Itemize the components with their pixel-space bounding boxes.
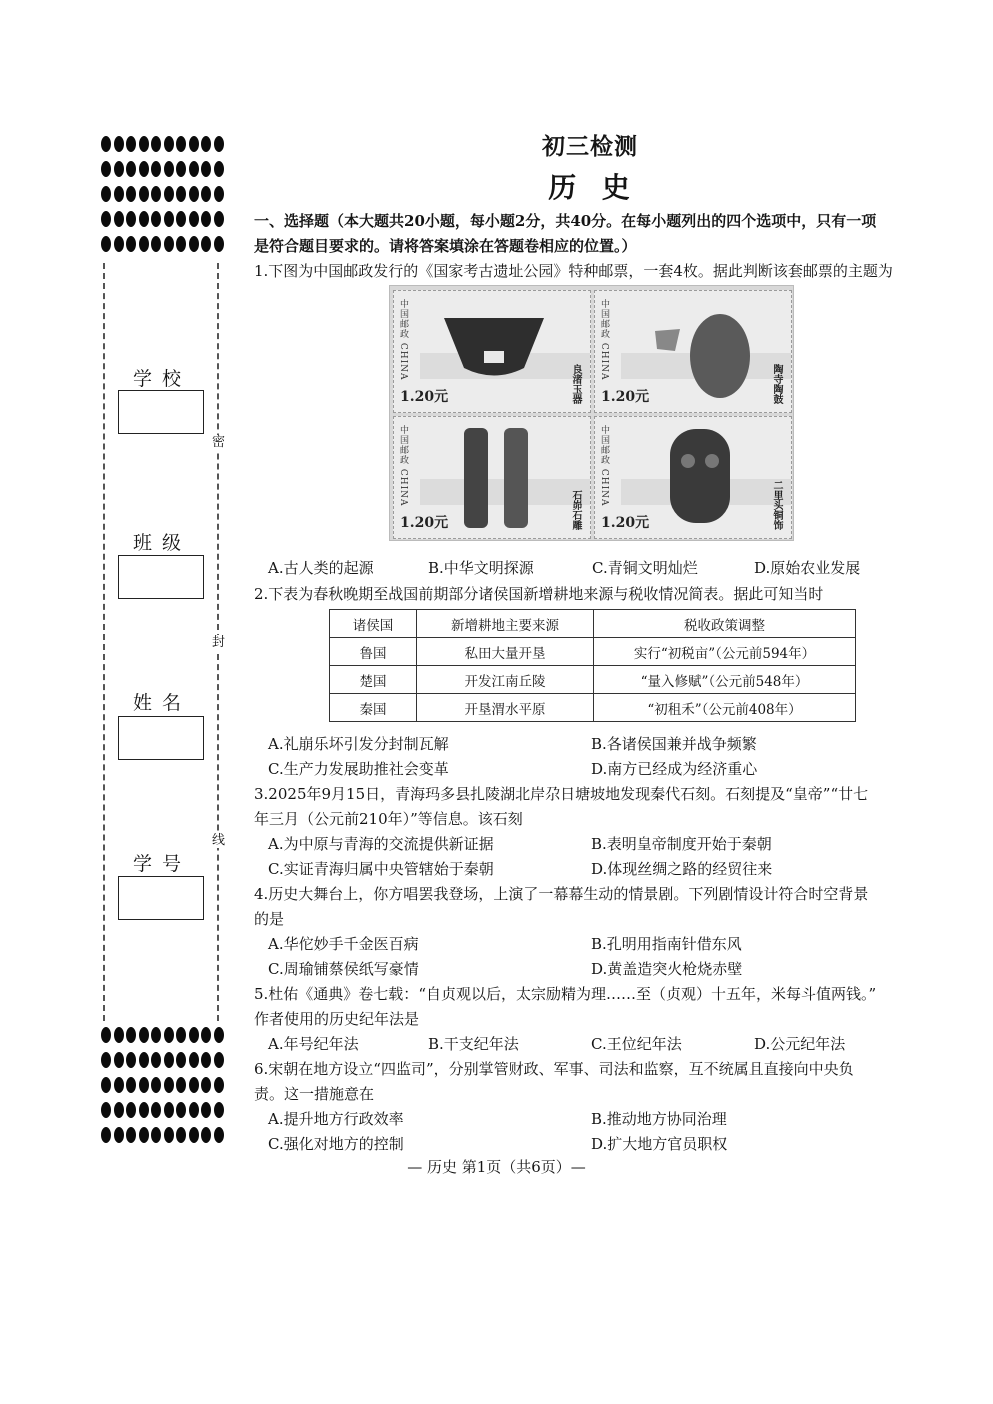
q4-stem-line2: 的是 [254, 910, 285, 928]
table-header-cell: 税收政策调整 [594, 610, 856, 638]
seal-char-feng: 封 [212, 635, 226, 650]
exam-title: 初三检测 [542, 133, 638, 160]
exam-subject: 历 史 [548, 171, 632, 204]
table-row [330, 694, 856, 722]
stamp-3 [393, 416, 591, 539]
q3-option-b[interactable]: B.表明皇帝制度开始于秦朝 [591, 835, 772, 853]
table-header-row [330, 610, 856, 638]
q4-option-a[interactable]: A.华佗妙手千金医百病 [268, 935, 419, 953]
stamp-set-image [389, 285, 794, 541]
stamp-1-caption: 良渚玉器 [570, 364, 581, 404]
stamp-3-brand: 中国邮政 CHINA [398, 425, 408, 507]
table-cell: 开垦渭水平原 [417, 694, 594, 722]
section-instruction-line1: 一、选择题（本大题共20小题，每小题2分，共40分。在每小题列出的四个选项中，只有一项 [254, 212, 877, 230]
section-instruction-line2: 是符合题目要求的。请将答案填涂在答题卷相应的位置。） [254, 237, 637, 255]
q5-stem-line1: 5.杜佑《通典》卷七载：“自贞观以后，太宗励精为理……至（贞观）十五年，米每斗值两钱。” [254, 985, 877, 1003]
jade-artifact-icon [439, 313, 549, 393]
stamp-2-caption: 陶寺陶鼓 [771, 364, 782, 404]
table-cell: “初租禾”（公元前408年） [594, 694, 856, 722]
stamp-4 [594, 416, 792, 539]
school-label: 学 校 [133, 368, 184, 390]
q1-stem: 1.下图为中国邮政发行的《国家考古遗址公园》特种邮票，一套4枚。据此判断该套邮票的主题为 [254, 262, 893, 280]
seal-char-xian: 线 [212, 833, 226, 848]
q2-table [329, 609, 856, 722]
stamp-3-caption: 石峁石雕 [570, 490, 581, 530]
q5-option-d[interactable]: D.公元纪年法 [754, 1035, 846, 1053]
q2-option-d[interactable]: D.南方已经成为经济重心 [591, 760, 758, 778]
q5-option-b[interactable]: B.干支纪年法 [428, 1035, 519, 1053]
q2-option-b[interactable]: B.各诸侯国兼并战争频繁 [591, 735, 757, 753]
name-label: 姓 名 [133, 692, 184, 714]
q5-option-c[interactable]: C.王位纪年法 [591, 1035, 682, 1053]
table-header-cell: 诸侯国 [330, 610, 417, 638]
q3-option-a[interactable]: A.为中原与青海的交流提供新证据 [268, 835, 494, 853]
table-cell: 私田大量开垦 [417, 638, 594, 666]
bottom-dot-pattern [101, 1027, 229, 1152]
q1-option-d[interactable]: D.原始农业发展 [754, 559, 861, 577]
q6-option-c[interactable]: C.强化对地方的控制 [268, 1135, 404, 1153]
q3-option-d[interactable]: D.体现丝绸之路的经贸往来 [591, 860, 773, 878]
q1-option-a[interactable]: A.古人类的起源 [268, 559, 374, 577]
q2-option-c[interactable]: C.生产力发展助推社会变革 [268, 760, 449, 778]
stone-carving-icon [449, 423, 549, 533]
student-id-input-box[interactable] [118, 876, 204, 920]
table-header-cell: 新增耕地主要来源 [417, 610, 594, 638]
q6-stem-line2: 责。这一措施意在 [254, 1085, 375, 1103]
q5-option-a[interactable]: A.年号纪年法 [268, 1035, 359, 1053]
table-row [330, 638, 856, 666]
table-cell: “量入修赋”（公元前548年） [594, 666, 856, 694]
q4-stem-line1: 4.历史大舞台上，你方唱罢我登场，上演了一幕幕生动的情景剧。下列剧情设计符合时空背景 [254, 885, 869, 903]
q5-stem-line2: 作者使用的历史纪年法是 [254, 1010, 420, 1028]
q4-option-b[interactable]: B.孔明用指南针借东风 [591, 935, 742, 953]
q2-option-a[interactable]: A.礼崩乐坏引发分封制瓦解 [268, 735, 449, 753]
stamp-1-brand: 中国邮政 CHINA [398, 299, 408, 381]
bronze-ornament-icon [650, 421, 750, 531]
stamp-1-price: 1.20元 [400, 389, 449, 405]
q4-option-d[interactable]: D.黄盖造突火枪烧赤壁 [591, 960, 743, 978]
q4-option-c[interactable]: C.周瑜铺蔡侯纸写豪情 [268, 960, 419, 978]
stamp-4-price: 1.20元 [601, 515, 650, 531]
class-input-box[interactable] [118, 555, 204, 599]
table-cell: 实行“初税亩”（公元前594年） [594, 638, 856, 666]
stamp-2-price: 1.20元 [601, 389, 650, 405]
stamp-4-brand: 中国邮政 CHINA [599, 425, 609, 507]
pottery-drum-icon [635, 301, 755, 401]
name-input-box[interactable] [118, 716, 204, 760]
stamp-3-price: 1.20元 [400, 515, 449, 531]
q6-option-b[interactable]: B.推动地方协同治理 [591, 1110, 727, 1128]
stamp-1 [393, 290, 591, 413]
stamp-2 [594, 290, 792, 413]
table-cell: 开发江南丘陵 [417, 666, 594, 694]
stamp-2-brand: 中国邮政 CHINA [599, 299, 609, 381]
q6-option-a[interactable]: A.提升地方行政效率 [268, 1110, 404, 1128]
class-label: 班 级 [133, 532, 184, 554]
q3-stem-line2: 年三月（公元前210年）”等信息。该石刻 [254, 810, 523, 828]
table-cell: 楚国 [330, 666, 417, 694]
q2-stem: 2.下表为春秋晚期至战国前期部分诸侯国新增耕地来源与税收情况简表。据此可知当时 [254, 585, 824, 603]
student-id-label: 学 号 [133, 853, 184, 875]
q3-option-c[interactable]: C.实证青海归属中央管辖始于秦朝 [268, 860, 494, 878]
table-row [330, 666, 856, 694]
table-cell: 秦国 [330, 694, 417, 722]
q6-option-d[interactable]: D.扩大地方官员职权 [591, 1135, 728, 1153]
seal-char-mi: 密 [212, 435, 226, 450]
q1-option-c[interactable]: C.青铜文明灿烂 [592, 559, 698, 577]
q1-option-b[interactable]: B.中华文明探源 [428, 559, 534, 577]
table-cell: 鲁国 [330, 638, 417, 666]
q6-stem-line1: 6.宋朝在地方设立“四监司”，分别掌管财政、军事、司法和监察，互不统属且直接向中央负 [254, 1060, 854, 1078]
school-input-box[interactable] [118, 390, 204, 434]
page-footer: — 历史 第1页（共6页）— [407, 1158, 586, 1176]
q3-stem-line1: 3.2025年9月15日，青海玛多县扎陵湖北岸尕日塘坡地发现秦代石刻。石刻提及“皇帝”“廿七 [254, 785, 869, 803]
stamp-4-caption: 二里头铜饰 [771, 480, 782, 530]
